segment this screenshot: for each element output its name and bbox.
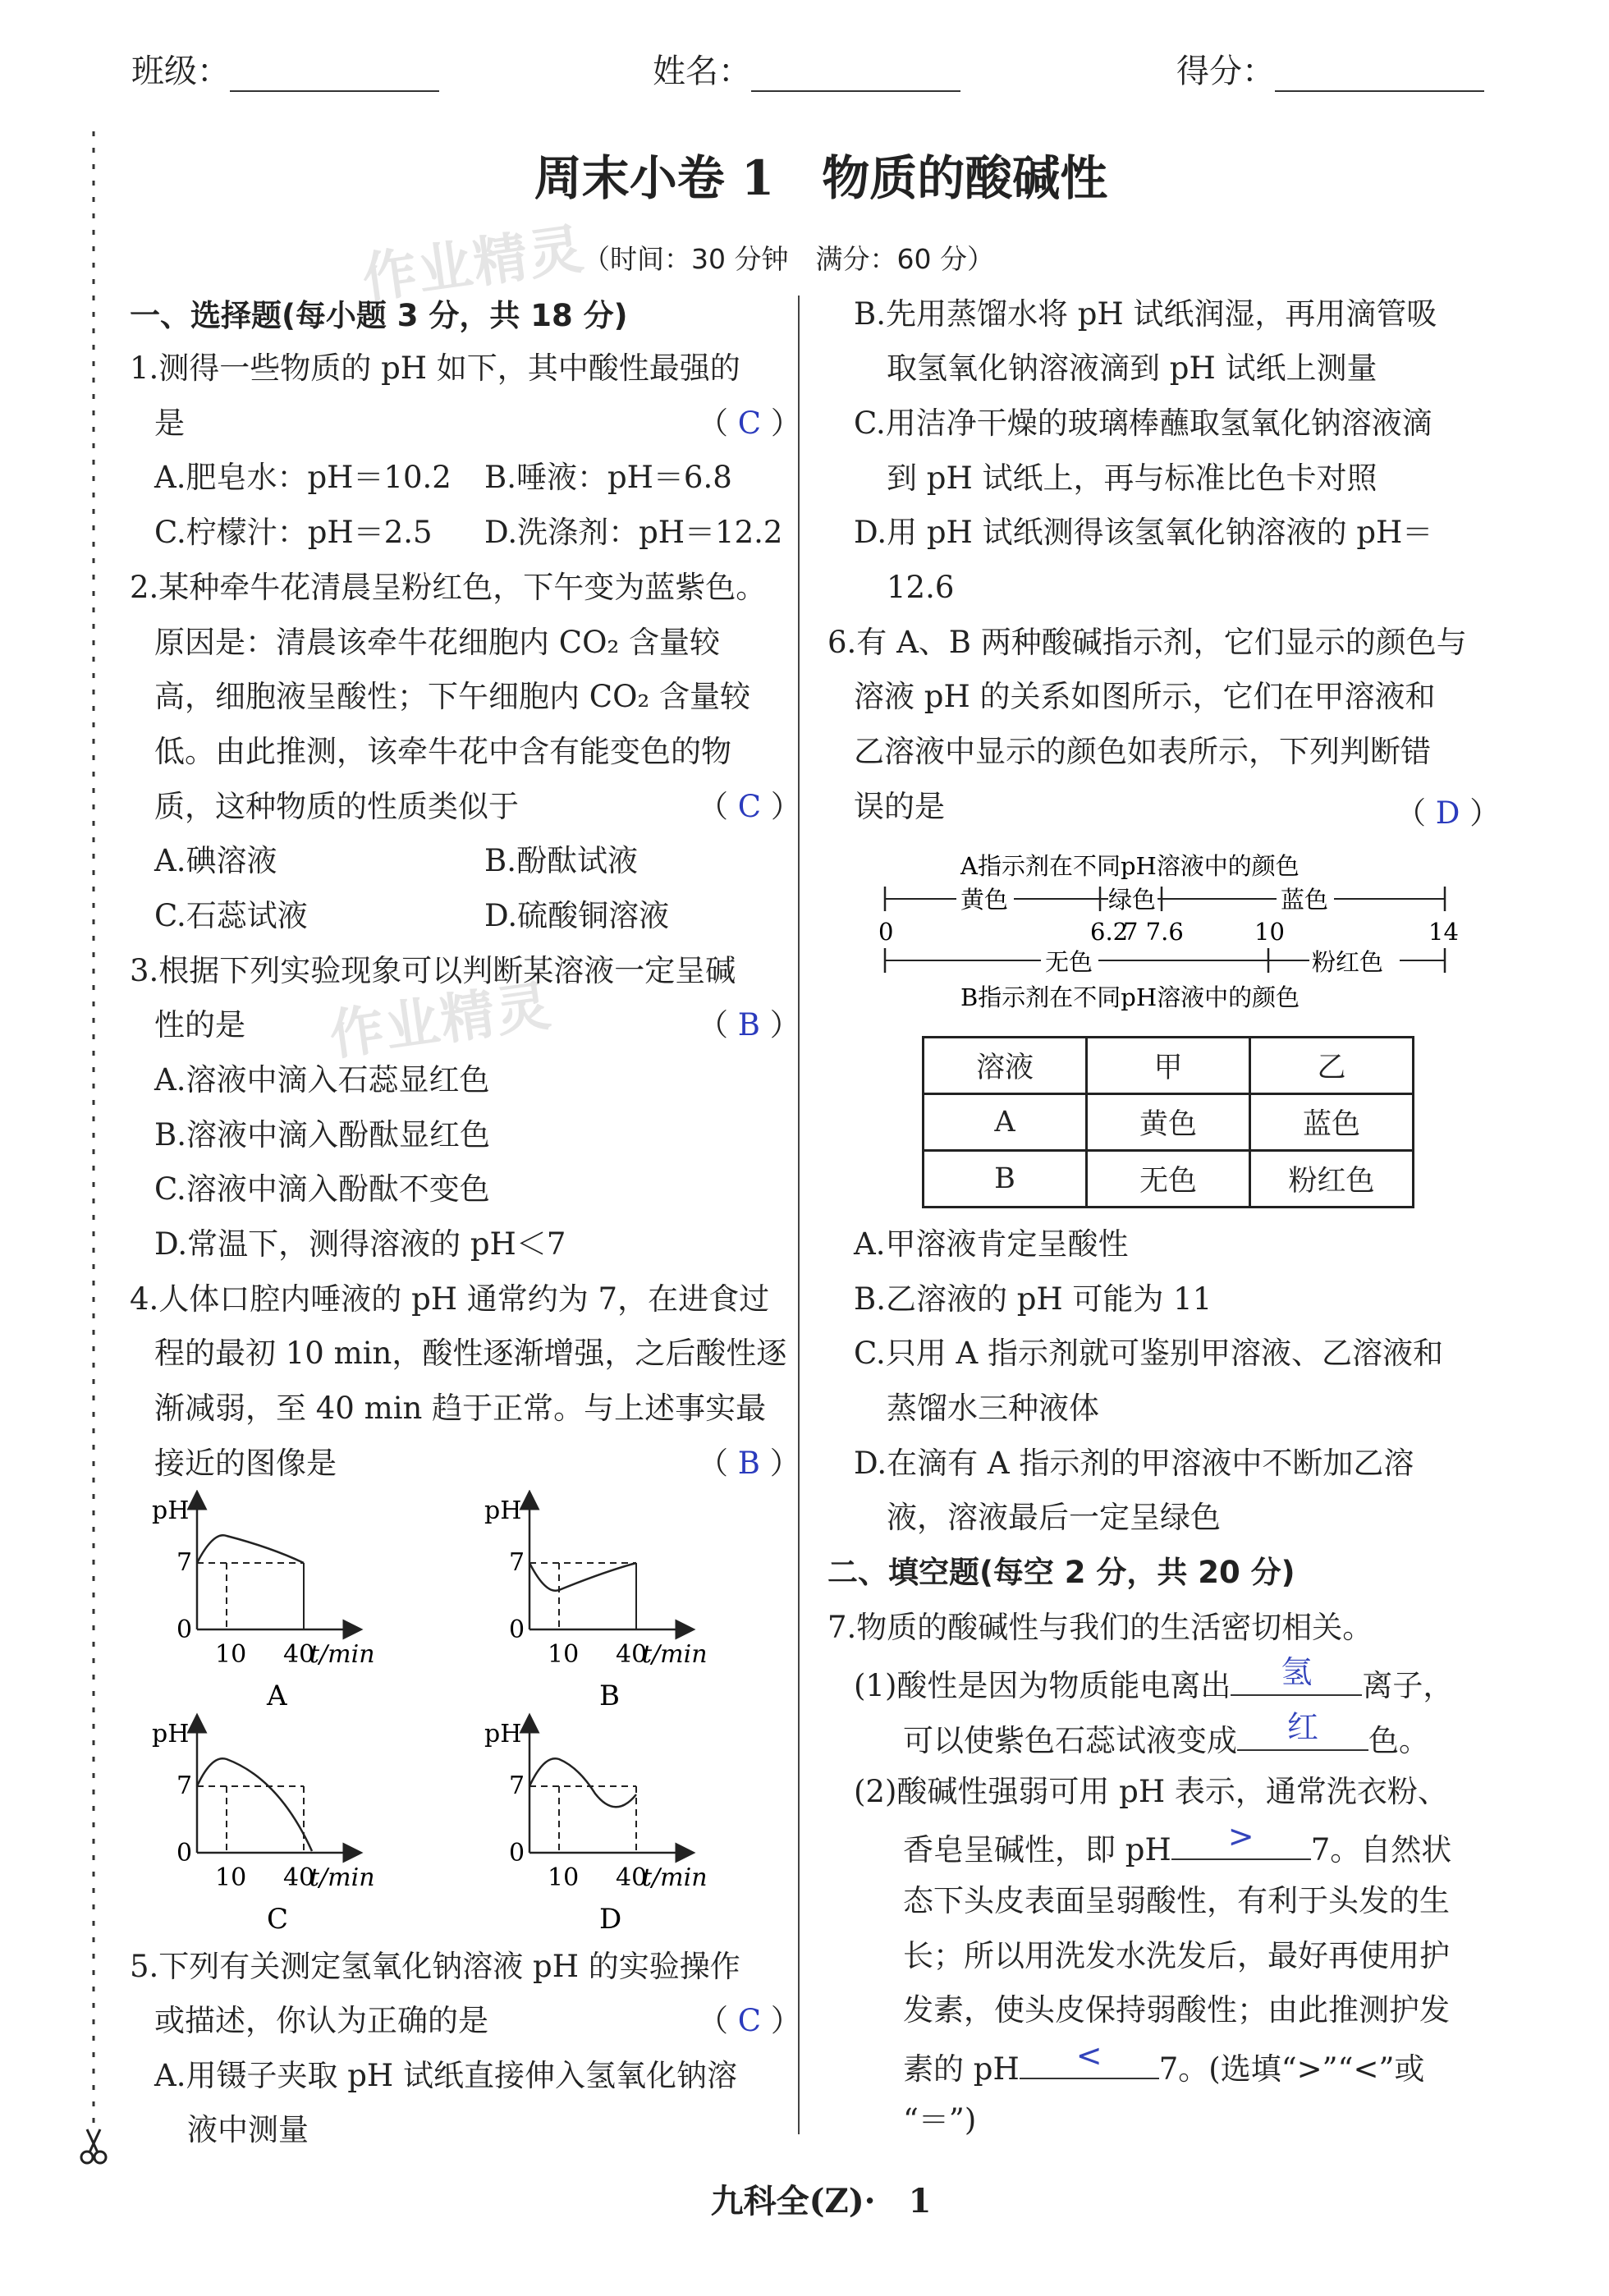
svg-text:40: 40 (616, 1863, 648, 1892)
svg-text:A指示剂在不同pH溶液中的颜色: A指示剂在不同pH溶液中的颜色 (960, 852, 1300, 880)
blank-3[interactable]: > (1171, 1826, 1311, 1860)
cut-line (82, 123, 107, 2175)
svg-text:40: 40 (616, 1640, 648, 1669)
svg-text:蓝色: 蓝色 (1281, 886, 1329, 914)
answer-4: （ B ） (698, 1446, 800, 1481)
ylabel-a: pH (152, 1496, 190, 1525)
caption-a: A (267, 1680, 287, 1712)
blank-4[interactable]: < (1020, 2045, 1159, 2079)
page-title: 周末小卷 1 物质的酸碱性 (534, 150, 1108, 206)
page-subtitle: （时间：30 分钟 满分：60 分） (583, 243, 994, 275)
scissors-icon (77, 2126, 110, 2167)
svg-text:40: 40 (283, 1640, 315, 1669)
svg-text:7: 7 (176, 1771, 193, 1800)
svg-text:t/min: t/min (642, 1640, 708, 1669)
svg-text:0: 0 (176, 1839, 193, 1868)
answer-2: （ C ） (698, 789, 801, 824)
svg-text:7 7.6: 7 7.6 (1123, 918, 1184, 946)
table-row: 溶液 甲 乙 (924, 1038, 1414, 1094)
svg-text:10: 10 (1254, 918, 1285, 946)
table-row: A 黄色 蓝色 (924, 1094, 1414, 1151)
svg-text:7: 7 (509, 1771, 525, 1800)
blank-2[interactable]: 红 (1237, 1716, 1368, 1751)
answer-1: （ C ） (698, 406, 801, 441)
watermark: 作业精灵 (358, 217, 589, 311)
svg-text:14: 14 (1428, 918, 1459, 946)
graph-d (484, 1720, 708, 1936)
curve-c (197, 1758, 312, 1851)
svg-text:t/min: t/min (642, 1863, 708, 1892)
graph-b (484, 1496, 708, 1712)
curve-d (529, 1758, 636, 1807)
watermark-2: 作业精灵 (325, 974, 556, 1068)
page-footer: 九科全(Z)· 1 (710, 2182, 932, 2220)
section2-heading: 二、填空题(每空 2 分，共 20 分) (827, 1555, 1295, 1590)
ph-graphs (140, 1490, 780, 1950)
svg-text:10: 10 (215, 1640, 247, 1669)
svg-text:t/min: t/min (309, 1640, 375, 1669)
svg-text:无色: 无色 (1045, 948, 1093, 976)
indicator-diagram (862, 846, 1486, 1018)
class-field[interactable]: 班级： (131, 51, 439, 92)
indicator-table (922, 1036, 1414, 1208)
svg-text:pH: pH (484, 1720, 522, 1748)
blank-1[interactable]: 氢 (1231, 1661, 1362, 1696)
answer-3: （ B ） (698, 1007, 800, 1043)
svg-text:0: 0 (509, 1615, 525, 1644)
caption-d: D (599, 1903, 622, 1936)
svg-text:7: 7 (176, 1548, 193, 1577)
svg-text:t/min: t/min (309, 1863, 375, 1892)
svg-text:0: 0 (509, 1839, 525, 1868)
svg-text:B指示剂在不同pH溶液中的颜色: B指示剂在不同pH溶液中的颜色 (960, 983, 1300, 1011)
svg-text:绿色: 绿色 (1108, 886, 1157, 914)
svg-text:10: 10 (548, 1863, 580, 1892)
caption-c: C (267, 1903, 289, 1936)
score-field[interactable]: 得分： (1176, 51, 1484, 92)
svg-text:pH: pH (152, 1720, 190, 1748)
graph-c (152, 1720, 375, 1936)
curve-a (197, 1535, 304, 1563)
svg-text:40: 40 (283, 1863, 315, 1892)
name-field[interactable]: 姓名： (653, 51, 960, 92)
graph-a (152, 1496, 375, 1712)
answer-6: （ D ） (1396, 795, 1501, 831)
svg-text:0: 0 (878, 918, 894, 946)
svg-text:0: 0 (176, 1615, 193, 1644)
svg-text:10: 10 (548, 1640, 580, 1669)
svg-text:pH: pH (484, 1496, 522, 1525)
table-row: B 无色 粉红色 (924, 1151, 1414, 1208)
svg-text:粉红色: 粉红色 (1312, 948, 1384, 976)
column-divider (796, 296, 801, 2142)
section1-heading: 一、选择题(每小题 3 分，共 18 分) (130, 298, 628, 333)
curve-b (529, 1563, 636, 1591)
svg-text:黄色: 黄色 (960, 886, 1009, 914)
svg-text:7: 7 (509, 1548, 525, 1577)
svg-text:6.2: 6.2 (1090, 918, 1129, 946)
svg-text:10: 10 (215, 1863, 247, 1892)
caption-b: B (599, 1680, 620, 1712)
answer-5: （ C ） (698, 2003, 801, 2038)
